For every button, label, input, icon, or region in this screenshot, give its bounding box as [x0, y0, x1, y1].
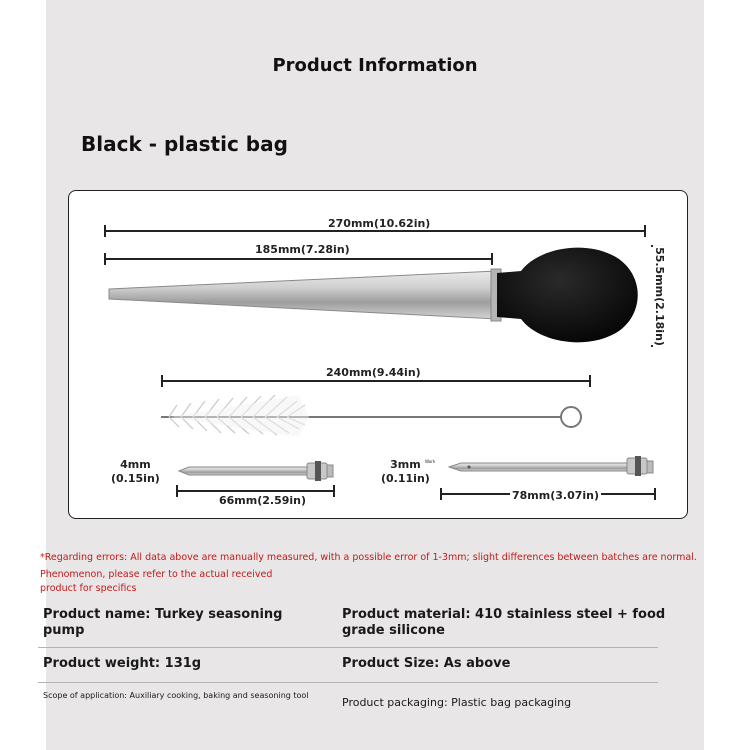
product-weight: Product weight: 131g [43, 656, 202, 671]
error-note: *Regarding errors: All data above are manually measured, with a possible error of 1-3mm; slight differences between batches are normal. [40, 552, 697, 563]
needle2-diameter-label [379, 458, 432, 486]
page-title: Product Information [272, 55, 478, 76]
dimension-diagram [68, 190, 688, 519]
scope-of-application: Scope of application: Auxiliary cooking, baking and seasoning tool [43, 691, 309, 700]
product-material: Product material: 410 stainless steel + food grade silicone [342, 607, 666, 638]
injector-needle-small [179, 461, 333, 481]
needle1-diameter-in: (0.15in) [111, 472, 160, 485]
product-packaging: Product packaging: Plastic bag packaging [342, 696, 572, 709]
cleaning-brush [161, 395, 581, 437]
needle2-small-label: Work [425, 459, 436, 464]
product-name: Product name: Turkey seasoning pump [43, 607, 283, 638]
needle1-diameter-label [109, 458, 162, 486]
measurement-notes [40, 551, 697, 596]
product-info-table [38, 603, 666, 721]
bulb-diameter-label: 55.5mm(2.18in) [652, 247, 666, 346]
variant-title: Black - plastic bag [81, 132, 288, 156]
baster-bulb [497, 248, 638, 343]
needle2-length-label: 78mm(3.07in) [512, 489, 600, 502]
needle1-diameter-mm: 4mm [120, 458, 151, 471]
brush-length-label: 240mm(9.44in) [326, 366, 421, 379]
total-length-label: 270mm(10.62in) [328, 217, 431, 230]
needle2-diameter-in: (0.11in) [381, 472, 430, 485]
info-row [38, 603, 666, 648]
tube-length-label: 185mm(7.28in) [255, 243, 350, 256]
needle2-diameter-mm: 3mm [390, 458, 421, 471]
needle1-length-label: 66mm(2.59in) [219, 494, 307, 507]
product-size: Product Size: As above [342, 656, 511, 671]
injector-needle-large [449, 456, 653, 476]
info-row [38, 648, 658, 683]
info-row [38, 683, 658, 721]
baster-tube [109, 269, 501, 321]
specifics-note: Phenomenon, please refer to the actual received product for specifics [40, 569, 273, 594]
